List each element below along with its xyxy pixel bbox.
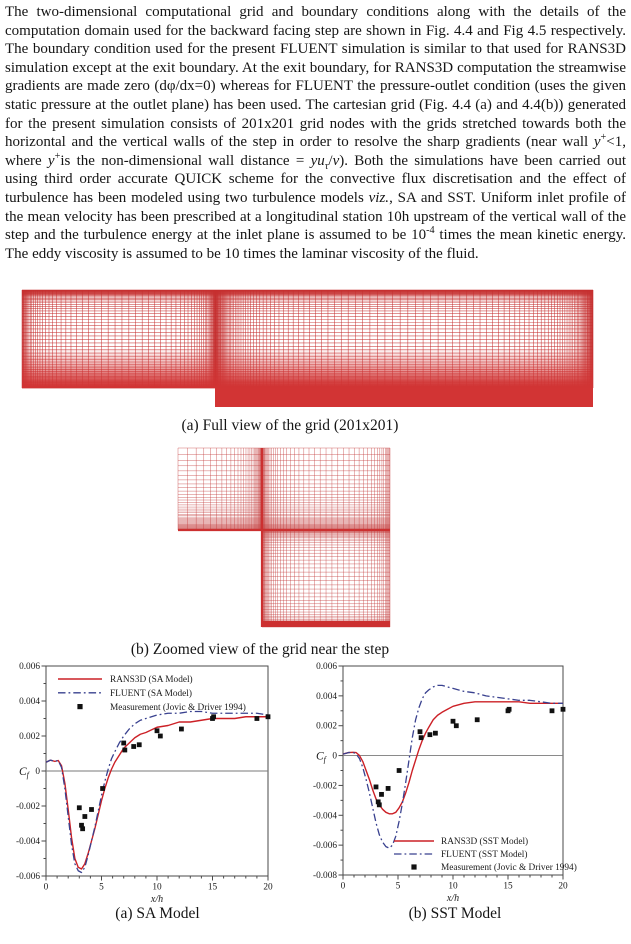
bottom-wall-dense-band: [22, 348, 593, 388]
legend-label: RANS3D (SST Model): [441, 837, 529, 848]
fluent-curve: [343, 685, 563, 848]
paragraph-segment: -4: [426, 225, 435, 237]
y-tick-label: -0.002: [312, 781, 337, 792]
y-tick-label: 0.002: [19, 732, 40, 742]
x-axis-label: x/h: [446, 893, 460, 904]
top-wall-dense-band: [22, 290, 593, 295]
chart-sa-model: [0, 655, 305, 905]
paragraph-segment: ν: [332, 152, 340, 169]
x-tick-label: 10: [448, 881, 458, 892]
fluent-curve: [46, 712, 268, 873]
y-axis-label: $C_f$: [316, 750, 326, 765]
y-tick-label: 0: [35, 767, 40, 777]
y-tick-label: 0: [332, 751, 337, 762]
measurement-points: [77, 714, 271, 831]
legend-label: FLUENT (SA Model): [110, 689, 192, 699]
y-tick-label: -0.004: [312, 811, 337, 822]
y-tick-label: -0.002: [15, 802, 40, 812]
y-axis-label: $C_f$: [19, 766, 29, 780]
paragraph-segment: /: [328, 152, 333, 169]
paragraph-segment: +: [54, 150, 61, 162]
chart-sst-caption: (b) SST Model: [408, 905, 502, 922]
y-tick-label: 0.006: [19, 662, 40, 672]
chart-sst-model: [305, 655, 631, 905]
paragraph-segment: τ: [324, 160, 329, 172]
legend-label: RANS3D (SA Model): [110, 675, 193, 686]
y-tick-label: 0.006: [316, 662, 337, 672]
legend: [58, 674, 246, 713]
y-tick-label: -0.004: [15, 837, 40, 847]
grid-full-figure: [0, 285, 631, 417]
paragraph-segment: times the mean kinetic energy. The eddy viscosity is assumed to be 10 times the laminar viscosity of the fluid.: [5, 227, 626, 262]
x-tick-label: 0: [43, 882, 49, 893]
grid-zoom-caption: (b) Zoomed view of the grid near the step: [130, 641, 390, 658]
y-tick-label: 0.004: [316, 691, 337, 702]
bottom-wall-dense-band: [262, 621, 390, 627]
paragraph-segment: y: [593, 134, 601, 151]
paragraph-segment: yu: [310, 152, 325, 169]
paragraph-segment: ). Both the simulations have been carried out using third order accurate QUICK scheme for the convective flux discretisation and the effect of turbulence has been modeled using two turbulence models: [5, 152, 626, 206]
grid-mesh-zoom: [178, 448, 390, 627]
y-tick-label: -0.006: [312, 841, 337, 852]
legend-label: FLUENT (SST Model): [441, 850, 528, 861]
rans3d-curve: [343, 702, 563, 814]
legend-label: Measurement (Jovic & Driver 1994): [441, 863, 577, 874]
y-tick-label: -0.006: [15, 872, 40, 882]
y-tick-label: -0.008: [312, 871, 337, 881]
legend: [394, 836, 577, 873]
grid-full-caption: (a) Full view of the grid (201x201): [181, 417, 399, 434]
y-tick-label: 0.004: [19, 697, 40, 707]
x-tick-label: 10: [152, 882, 162, 893]
x-tick-label: 5: [99, 882, 104, 893]
paragraph-segment: <1, where: [5, 134, 626, 169]
rans3d-curve: [46, 717, 268, 869]
body-paragraph: [5, 3, 626, 263]
x-tick-label: 15: [503, 881, 513, 892]
grid-zoom-figure: [0, 440, 631, 636]
x-tick-label: 5: [395, 881, 401, 892]
x-tick-label: 20: [558, 881, 568, 892]
paragraph-segment: The two-dimensional computational grid and boundary conditions along with the details of the computation domain used for the backward facing step are shown in Fig. 4.4 and Fig 4.5 respectively. The boundary condition used for the present FLUENT simulation is similar to that used for RANS3D simulation except at the exit boundary. At the exit boundary, for RANS3D computation the streamwise gradients are made zero (dφ/dx=0) whereas for FLUENT the pressure-outlet condition (uses the given static pressure at the outlet plane) has been used. The cartesian grid (Fig. 4.4 (a) and 4.4(b)) generated for the present simulation consists of 201x201 grid nodes with the grids stretched towards both the horizontal and the vertical walls of the step in order to resolve the sharp gradients (near wall: [5, 4, 626, 151]
x-tick-label: 0: [340, 881, 346, 892]
downstream-step-region: [215, 388, 593, 407]
paragraph-segment: y: [47, 152, 55, 169]
chart-sa-caption: (a) SA Model: [115, 905, 200, 922]
measurement-points: [374, 707, 566, 807]
x-tick-label: 20: [263, 882, 273, 893]
paragraph-segment: , SA and SST. Uniform inlet profile of the mean velocity has been prescribed at a longitudinal station 10h upstream of the vertical wall of the step and the turbulence energy at the inlet plane is assumed to be 10: [5, 189, 626, 244]
paragraph-segment: is the non-dimensional wall distance =: [60, 152, 311, 169]
paragraph-segment: +: [600, 132, 607, 144]
legend-label: Measurement (Jovic & Driver 1994): [110, 702, 246, 713]
x-axis-label: x/h: [150, 894, 164, 905]
x-tick-label: 15: [207, 882, 218, 893]
paragraph-segment: viz.: [368, 189, 390, 206]
y-tick-label: 0.002: [316, 721, 337, 732]
